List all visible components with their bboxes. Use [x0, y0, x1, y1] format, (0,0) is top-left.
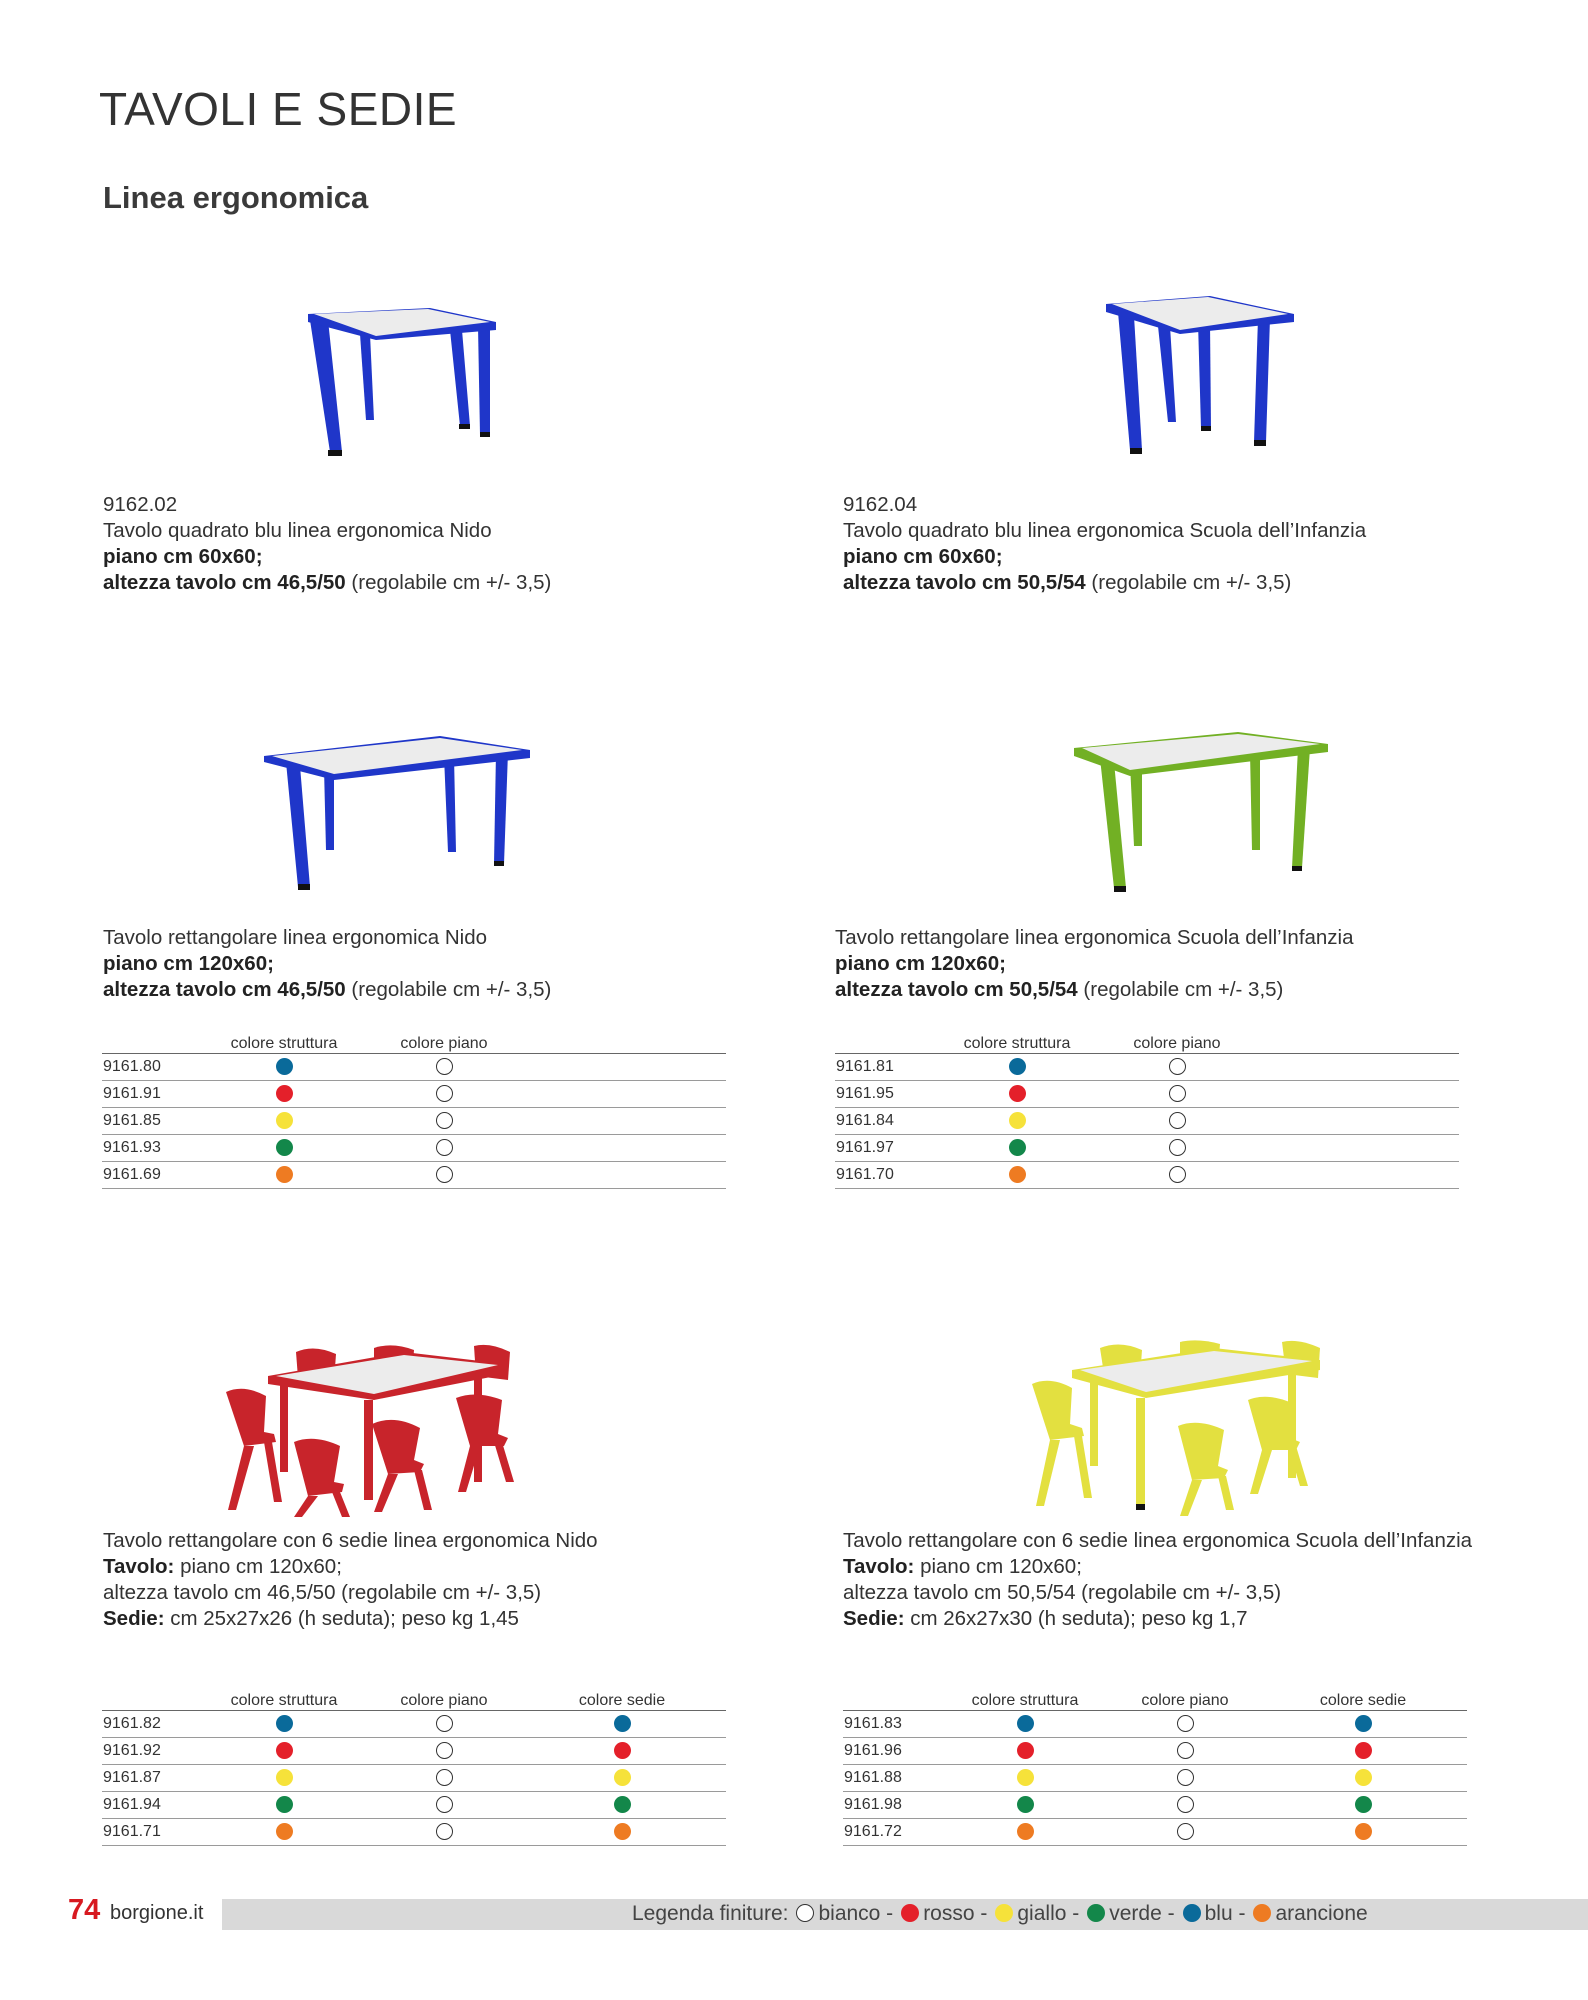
product-image-rect-table-nido [258, 732, 538, 892]
color-cell-struttura [222, 1054, 346, 1081]
header-struttura: colore struttura [955, 1031, 1079, 1054]
table-row [102, 1819, 726, 1846]
color-cell-piano [346, 1819, 542, 1846]
legend-dot-rosso [901, 1904, 919, 1922]
header-code [102, 1031, 222, 1054]
product-code: 9161.69 [102, 1162, 222, 1189]
spec-chairs: cm 25x27x26 (h seduta); peso kg 1,45 [164, 1607, 519, 1630]
color-dot-bianco [436, 1796, 453, 1813]
color-dot-bianco [1177, 1823, 1194, 1840]
table-row [843, 1792, 1467, 1819]
color-cell-piano [1087, 1765, 1283, 1792]
color-dot-giallo [614, 1769, 631, 1786]
product-code: 9161.84 [835, 1108, 955, 1135]
color-cell-piano [1079, 1054, 1275, 1081]
row-spacer [702, 1738, 726, 1765]
product-image-table-chairs-nido [224, 1342, 534, 1517]
product-code: 9161.80 [102, 1054, 222, 1081]
color-dot-rosso [276, 1742, 293, 1759]
product-code: 9161.92 [102, 1738, 222, 1765]
row-spacer [1275, 1162, 1459, 1189]
legend-dot-arancione [1253, 1904, 1271, 1922]
header-code [835, 1031, 955, 1054]
page-title: TAVOLI E SEDIE [99, 83, 458, 135]
legend-item-verde: verde - [1109, 1902, 1175, 1925]
color-cell-piano [1079, 1108, 1275, 1135]
product-code: 9161.91 [102, 1081, 222, 1108]
color-dot-rosso [614, 1742, 631, 1759]
color-dot-arancione [276, 1823, 293, 1840]
color-cell-piano [346, 1765, 542, 1792]
product-code: 9161.72 [843, 1819, 963, 1846]
spec-top: piano cm 120x60; [835, 952, 1006, 975]
color-dot-bianco [436, 1112, 453, 1129]
row-spacer [542, 1162, 726, 1189]
spec-chairs: cm 26x27x30 (h seduta); peso kg 1,7 [904, 1607, 1248, 1630]
spec-chairs-label: Sedie: [843, 1607, 905, 1630]
table-row [843, 1819, 1467, 1846]
color-cell-piano [1079, 1162, 1275, 1189]
color-cell-sedie [1283, 1765, 1443, 1792]
color-dot-arancione [1355, 1823, 1372, 1840]
spec-top: piano cm 60x60; [843, 545, 1003, 568]
row-spacer [702, 1819, 726, 1846]
section-title: Linea ergonomica [103, 180, 369, 215]
product-description [103, 1528, 598, 1632]
table-row [843, 1711, 1467, 1738]
color-dot-bianco [1177, 1742, 1194, 1759]
legend-dot-verde [1087, 1904, 1105, 1922]
table-row [102, 1162, 726, 1189]
color-dot-bianco [1177, 1715, 1194, 1732]
color-cell-struttura [222, 1819, 346, 1846]
header-spacer [1443, 1688, 1467, 1711]
color-cell-struttura [222, 1135, 346, 1162]
product-description [103, 925, 551, 1003]
header-code [843, 1688, 963, 1711]
header-code [102, 1688, 222, 1711]
product-name: Tavolo rettangolare linea ergonomica Scuola dell’Infanzia [835, 926, 1354, 949]
header-sedie: colore sedie [1283, 1688, 1443, 1711]
color-table-chairs-infanzia [843, 1688, 1467, 1846]
spec-height: altezza tavolo cm 50,5/54 [843, 571, 1086, 594]
color-cell-struttura [963, 1792, 1087, 1819]
product-code: 9161.93 [102, 1135, 222, 1162]
color-cell-sedie [542, 1819, 702, 1846]
color-dot-giallo [1017, 1769, 1034, 1786]
color-dot-giallo [276, 1112, 293, 1129]
row-spacer [1443, 1711, 1467, 1738]
color-dot-bianco [436, 1823, 453, 1840]
product-description [843, 492, 1366, 596]
color-cell-sedie [1283, 1819, 1443, 1846]
product-image-table-chairs-infanzia [1030, 1338, 1330, 1518]
table-row [835, 1162, 1459, 1189]
row-spacer [542, 1054, 726, 1081]
product-description [835, 925, 1354, 1003]
color-dot-rosso [1009, 1085, 1026, 1102]
color-dot-bianco [436, 1139, 453, 1156]
color-cell-struttura [222, 1108, 346, 1135]
product-name: Tavolo quadrato blu linea ergonomica Scuola dell’Infanzia [843, 519, 1367, 542]
product-code: 9161.94 [102, 1792, 222, 1819]
color-dot-giallo [1355, 1769, 1372, 1786]
color-cell-piano [1087, 1738, 1283, 1765]
product-image-rect-table-infanzia [1070, 728, 1335, 896]
spec-top: piano cm 120x60; [103, 952, 274, 975]
spec-chairs-label: Sedie: [103, 1607, 165, 1630]
color-dot-blu [1009, 1058, 1026, 1075]
color-cell-piano [1087, 1711, 1283, 1738]
table-row [102, 1711, 726, 1738]
row-spacer [1275, 1081, 1459, 1108]
color-cell-struttura [222, 1792, 346, 1819]
color-cell-sedie [1283, 1711, 1443, 1738]
color-cell-struttura [963, 1819, 1087, 1846]
header-spacer [542, 1031, 726, 1054]
color-dot-bianco [436, 1166, 453, 1183]
table-row [102, 1081, 726, 1108]
product-code: 9161.88 [843, 1765, 963, 1792]
legend-dot-bianco [796, 1904, 814, 1922]
product-code: 9161.82 [102, 1711, 222, 1738]
color-dot-blu [1017, 1715, 1034, 1732]
color-cell-struttura [955, 1135, 1079, 1162]
spec-adjust: (regolabile cm +/- 3,5) [345, 571, 552, 594]
color-dot-bianco [1177, 1769, 1194, 1786]
color-cell-sedie [542, 1738, 702, 1765]
color-dot-giallo [1009, 1112, 1026, 1129]
product-code: 9162.04 [843, 493, 918, 516]
color-dot-rosso [1017, 1742, 1034, 1759]
color-cell-struttura [222, 1162, 346, 1189]
color-cell-sedie [1283, 1738, 1443, 1765]
product-name: Tavolo rettangolare linea ergonomica Nido [103, 926, 488, 949]
color-cell-piano [346, 1135, 542, 1162]
legend-label: Legenda finiture: [632, 1902, 789, 1925]
color-cell-piano [346, 1081, 542, 1108]
color-cell-struttura [955, 1108, 1079, 1135]
color-dot-arancione [1009, 1166, 1026, 1183]
color-dot-verde [276, 1139, 293, 1156]
header-piano: colore piano [346, 1031, 542, 1054]
color-cell-piano [346, 1711, 542, 1738]
spec-adjust: (regolabile cm +/- 3,5) [1077, 978, 1284, 1001]
product-code: 9161.70 [835, 1162, 955, 1189]
color-table-rect-infanzia [835, 1031, 1459, 1189]
header-piano: colore piano [1079, 1031, 1275, 1054]
spec-top: piano cm 120x60; [174, 1555, 342, 1578]
table-row [843, 1765, 1467, 1792]
product-image-square-table-infanzia [1098, 292, 1308, 467]
color-cell-struttura [955, 1054, 1079, 1081]
header-piano: colore piano [346, 1688, 542, 1711]
row-spacer [1443, 1765, 1467, 1792]
spec-top: piano cm 60x60; [103, 545, 263, 568]
legend-dot-blu [1183, 1904, 1201, 1922]
legend-item-bianco: bianco - [818, 1902, 894, 1925]
color-dot-arancione [1017, 1823, 1034, 1840]
row-spacer [542, 1135, 726, 1162]
color-dot-blu [276, 1058, 293, 1075]
color-dot-bianco [436, 1742, 453, 1759]
row-spacer [1443, 1819, 1467, 1846]
header-struttura: colore struttura [963, 1688, 1087, 1711]
header-struttura: colore struttura [222, 1031, 346, 1054]
color-cell-sedie [542, 1711, 702, 1738]
row-spacer [702, 1711, 726, 1738]
product-code: 9162.02 [103, 493, 178, 516]
table-row [102, 1792, 726, 1819]
legend-dot-giallo [995, 1904, 1013, 1922]
color-dot-bianco [1169, 1139, 1186, 1156]
product-code: 9161.71 [102, 1819, 222, 1846]
page-number: 74 [68, 1894, 101, 1926]
row-spacer [542, 1108, 726, 1135]
color-cell-struttura [955, 1081, 1079, 1108]
table-row [102, 1765, 726, 1792]
table-row [102, 1108, 726, 1135]
row-spacer [542, 1081, 726, 1108]
color-cell-piano [346, 1162, 542, 1189]
color-dot-rosso [276, 1085, 293, 1102]
color-dot-bianco [436, 1058, 453, 1075]
row-spacer [702, 1765, 726, 1792]
product-code: 9161.95 [835, 1081, 955, 1108]
color-dot-verde [614, 1796, 631, 1813]
color-dot-bianco [436, 1085, 453, 1102]
color-dot-arancione [276, 1166, 293, 1183]
color-dot-verde [1009, 1139, 1026, 1156]
spec-top: piano cm 120x60; [914, 1555, 1082, 1578]
product-name: Tavolo rettangolare con 6 sedie linea ergonomica Scuola dell’Infanzia [843, 1529, 1473, 1552]
table-row [835, 1135, 1459, 1162]
table-row [843, 1738, 1467, 1765]
header-spacer [1275, 1031, 1459, 1054]
spec-height: altezza tavolo cm 50,5/54 (regolabile cm +/- 3,5) [843, 1581, 1282, 1604]
row-spacer [1275, 1054, 1459, 1081]
product-code: 9161.85 [102, 1108, 222, 1135]
spec-adjust: (regolabile cm +/- 3,5) [1085, 571, 1292, 594]
product-description [103, 492, 551, 596]
color-dot-arancione [614, 1823, 631, 1840]
color-dot-bianco [1177, 1796, 1194, 1813]
product-name: Tavolo quadrato blu linea ergonomica Nido [103, 519, 492, 542]
product-name: Tavolo rettangolare con 6 sedie linea ergonomica Nido [103, 1529, 598, 1552]
color-dot-bianco [436, 1715, 453, 1732]
table-row [835, 1054, 1459, 1081]
color-cell-piano [1079, 1135, 1275, 1162]
color-cell-piano [346, 1738, 542, 1765]
color-dot-blu [276, 1715, 293, 1732]
color-cell-sedie [542, 1792, 702, 1819]
legend-item-blu: blu - [1204, 1902, 1246, 1925]
color-dot-verde [1355, 1796, 1372, 1813]
product-code: 9161.87 [102, 1765, 222, 1792]
color-cell-struttura [222, 1711, 346, 1738]
header-struttura: colore struttura [222, 1688, 346, 1711]
color-cell-sedie [1283, 1792, 1443, 1819]
spec-height: altezza tavolo cm 50,5/54 [835, 978, 1078, 1001]
color-cell-piano [1087, 1792, 1283, 1819]
color-cell-struttura [963, 1711, 1087, 1738]
row-spacer [1443, 1792, 1467, 1819]
spec-table-label: Tavolo: [103, 1555, 175, 1578]
product-image-square-table-nido [300, 300, 510, 465]
color-dot-giallo [276, 1769, 293, 1786]
header-sedie: colore sedie [542, 1688, 702, 1711]
color-dot-bianco [436, 1769, 453, 1786]
color-cell-piano [1079, 1081, 1275, 1108]
color-cell-sedie [542, 1765, 702, 1792]
color-cell-struttura [222, 1765, 346, 1792]
spec-height: altezza tavolo cm 46,5/50 (regolabile cm +/- 3,5) [103, 1581, 542, 1604]
table-row [102, 1738, 726, 1765]
header-spacer [702, 1688, 726, 1711]
product-code: 9161.96 [843, 1738, 963, 1765]
color-cell-struttura [955, 1162, 1079, 1189]
table-row [102, 1054, 726, 1081]
color-cell-struttura [222, 1081, 346, 1108]
product-code: 9161.81 [835, 1054, 955, 1081]
product-code: 9161.98 [843, 1792, 963, 1819]
color-dot-rosso [1355, 1742, 1372, 1759]
product-code: 9161.83 [843, 1711, 963, 1738]
site-name: borgione.it [110, 1902, 204, 1924]
spec-height: altezza tavolo cm 46,5/50 [103, 978, 346, 1001]
legend-item-rosso: rosso - [923, 1902, 988, 1925]
product-code: 9161.97 [835, 1135, 955, 1162]
color-cell-piano [346, 1054, 542, 1081]
color-cell-piano [346, 1792, 542, 1819]
header-piano: colore piano [1087, 1688, 1283, 1711]
color-dot-blu [614, 1715, 631, 1732]
table-row [835, 1081, 1459, 1108]
table-row [835, 1108, 1459, 1135]
color-dot-verde [276, 1796, 293, 1813]
color-dot-bianco [1169, 1112, 1186, 1129]
color-cell-struttura [963, 1738, 1087, 1765]
color-table-chairs-nido [102, 1688, 726, 1846]
color-dot-verde [1017, 1796, 1034, 1813]
table-row [102, 1135, 726, 1162]
color-cell-piano [346, 1108, 542, 1135]
spec-height: altezza tavolo cm 46,5/50 [103, 571, 346, 594]
color-table-rect-nido [102, 1031, 726, 1189]
color-dot-bianco [1169, 1166, 1186, 1183]
finish-legend [632, 1902, 1368, 1926]
color-dot-bianco [1169, 1085, 1186, 1102]
row-spacer [1275, 1108, 1459, 1135]
row-spacer [1275, 1135, 1459, 1162]
product-description [843, 1528, 1472, 1632]
legend-item-arancione: arancione [1275, 1902, 1368, 1925]
legend-item-giallo: giallo - [1017, 1902, 1080, 1925]
color-dot-blu [1355, 1715, 1372, 1732]
spec-adjust: (regolabile cm +/- 3,5) [345, 978, 552, 1001]
row-spacer [1443, 1738, 1467, 1765]
color-dot-bianco [1169, 1058, 1186, 1075]
row-spacer [702, 1792, 726, 1819]
color-cell-piano [1087, 1819, 1283, 1846]
color-cell-struttura [963, 1765, 1087, 1792]
spec-table-label: Tavolo: [843, 1555, 915, 1578]
color-cell-struttura [222, 1738, 346, 1765]
